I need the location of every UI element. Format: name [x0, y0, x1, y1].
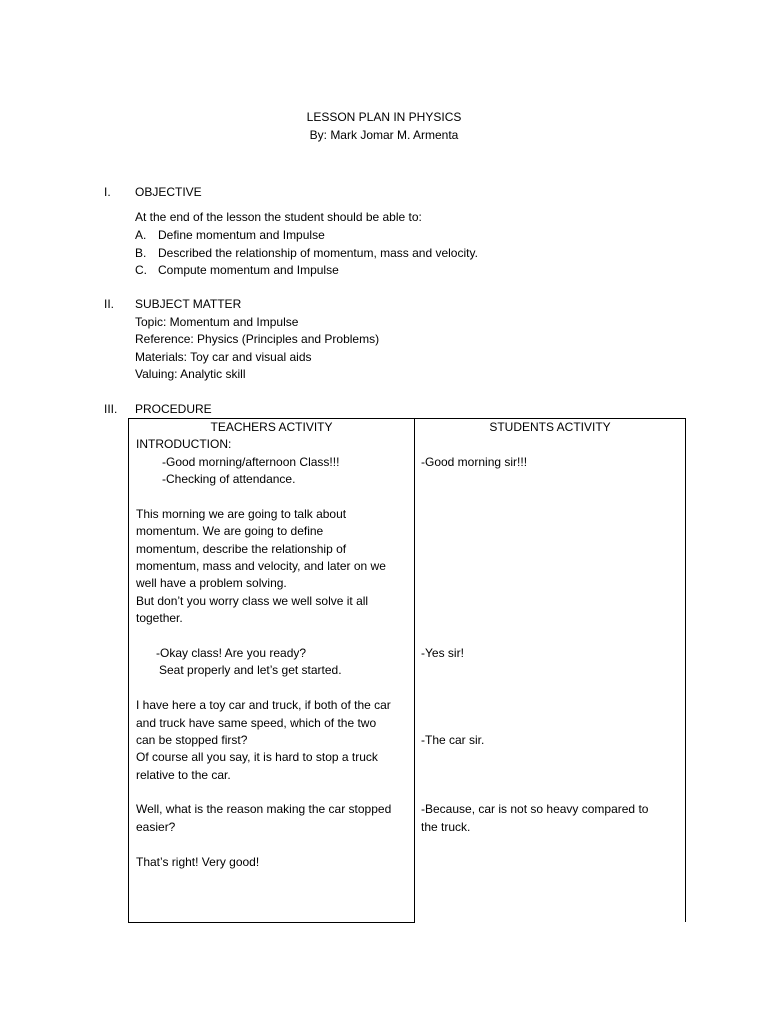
teacher-line: momentum, describe the relationship of [136, 542, 347, 556]
teacher-line: momentum, mass and velocity, and later on we [136, 559, 386, 573]
procedure-numeral: III. [104, 402, 118, 416]
teacher-line: and truck have same speed, which of the two [136, 716, 377, 730]
teacher-line: Of course all you say, it is hard to stop a truck [136, 750, 378, 764]
teacher-line: But don’t you worry class we well solve it all [136, 594, 369, 608]
students-activity-header: STUDENTS ACTIVITY [489, 420, 611, 434]
table-column-divider [414, 418, 415, 923]
objective-item-letter: A. [135, 228, 147, 242]
student-line: -The car sir. [421, 733, 485, 747]
subject-matter-numeral: II. [104, 297, 115, 311]
student-line: -Yes sir! [421, 646, 464, 660]
objective-item-letter: B. [135, 246, 147, 260]
table-border [685, 418, 686, 922]
subject-topic: Topic: Momentum and Impulse [135, 315, 299, 329]
teacher-line: INTRODUCTION: [136, 437, 232, 451]
objective-intro: At the end of the lesson the student should be able to: [135, 210, 422, 224]
student-line: -Because, car is not so heavy compared to [421, 802, 649, 816]
table-border [128, 922, 415, 923]
teacher-line: relative to the car. [136, 768, 231, 782]
teacher-line: -Okay class! Are you ready? [156, 646, 307, 660]
objective-item-text: Described the relationship of momentum, mass and velocity. [158, 246, 478, 260]
teacher-line: can be stopped first? [136, 733, 248, 747]
objective-item-text: Compute momentum and Impulse [158, 263, 339, 277]
subject-materials: Materials: Toy car and visual aids [135, 350, 312, 364]
teacher-line: -Checking of attendance. [162, 472, 296, 486]
teachers-activity-header: TEACHERS ACTIVITY [210, 420, 333, 434]
document-author: By: Mark Jomar M. Armenta [309, 128, 459, 142]
objective-heading: OBJECTIVE [135, 185, 202, 199]
teacher-line: momentum. We are going to define [136, 524, 324, 538]
procedure-heading: PROCEDURE [135, 402, 212, 416]
student-line: -Good morning sir!!! [421, 455, 528, 469]
procedure-table [128, 418, 686, 923]
teacher-line: That’s right! Very good! [136, 855, 260, 869]
teacher-line: Well, what is the reason making the car stopped [136, 802, 392, 816]
objective-item-text: Define momentum and Impulse [158, 228, 325, 242]
teacher-line: easier? [136, 820, 176, 834]
teacher-line: -Good morning/afternoon Class!!! [162, 455, 340, 469]
teacher-line: well have a problem solving. [136, 576, 287, 590]
document-title: LESSON PLAN IN PHYSICS [306, 110, 462, 124]
subject-matter-heading: SUBJECT MATTER [135, 297, 242, 311]
teacher-line: I have here a toy car and truck, if both of the car [136, 698, 391, 712]
subject-reference: Reference: Physics (Principles and Problems) [135, 332, 380, 346]
student-line: the truck. [421, 820, 471, 834]
teacher-line: together. [136, 611, 183, 625]
objective-item-letter: C. [135, 263, 147, 277]
table-border [128, 418, 129, 923]
subject-valuing: Valuing: Analytic skill [135, 367, 246, 381]
objective-numeral: I. [104, 185, 111, 199]
teacher-line: Seat properly and let’s get started. [159, 663, 342, 677]
teacher-line: This morning we are going to talk about [136, 507, 347, 521]
